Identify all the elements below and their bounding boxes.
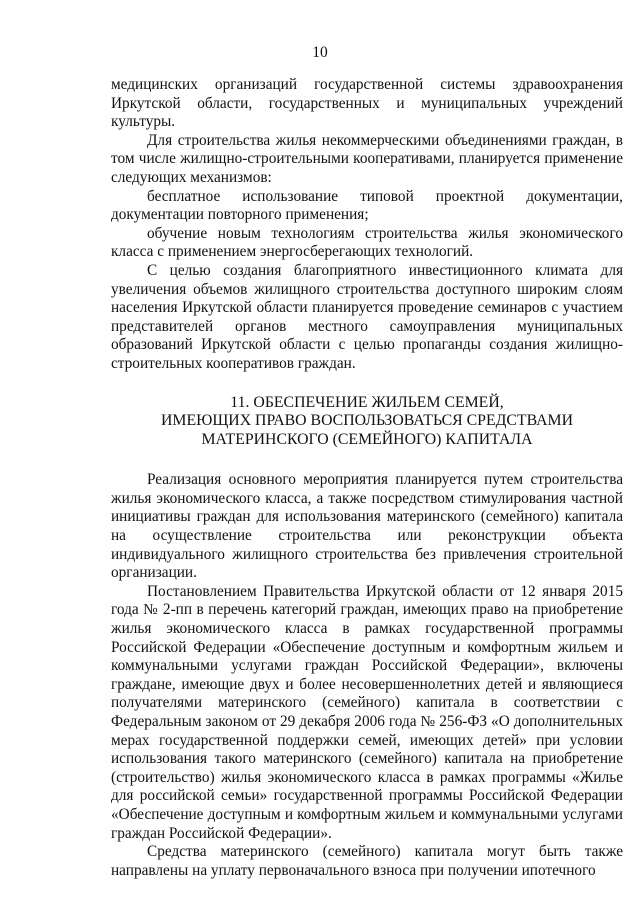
paragraph: медицинских организаций государственной системы здравоохранения Иркутской области, государственных и муниципальных учреждений культуры. [111,76,623,131]
paragraph: С целью создания благоприятного инвестиционного климата для увеличения объемов жилищного строительства доступного широким слоям населения Иркутской области планируется проведение семинаров с участием представителей органов местного самоуправления муниципальных образований Иркутской области с целью пропаганды создания жилищно-строительных кооперативов граждан. [111,261,623,372]
paragraph: Средства материнского (семейного) капитала могут быть также направлены на уплату первоначального взноса при получении ипотечного [111,843,623,879]
paragraph: бесплатное использование типовой проектной документации, документации повторного применения; [111,187,623,224]
section-title [111,394,623,450]
paragraph: Для строительства жилья некоммерческими объединениями граждан, в том числе жилищно-строительными кооперативами, планируется применение следующих механизмов: [111,131,623,186]
section-title-line: МАТЕРИНСКОГО (СЕМЕЙНОГО) КАПИТАЛА [201,430,533,448]
paragraph: обучение новым технологиям строительства жилья экономического класса с применением энергосберегающих технологий. [111,224,623,261]
page-number: 10 [312,44,328,61]
paragraph: Реализация основного мероприятия планируется путем строительства жилья экономического класса, а также посредством стимулирования частной инициативы граждан для использования материнского (семейного) капитала на осуществление строительства или реконструкции объекта индивидуального жилищного строительства без привлечения строительной организации. [111,471,623,582]
document-body [111,76,623,880]
paragraph: Постановлением Правительства Иркутской области от 12 января 2015 года № 2-пп в перечень категорий граждан, имеющих право на приобретение жилья экономического класса в рамках государственной программы Российской Федерации «Обеспечение доступным и комфортным жильем и коммунальными услугами граждан Российской Федерации», включены граждане, имеющие двух и более несовершеннолетних детей и являющиеся получателями материнского (семейного) капитала в соответствии с Федеральным законом от 29 декабря 2006 года № 256-ФЗ «О дополнительных мерах государственной поддержки семей, имеющих детей» при условии использования такого материнского (семейного) капитала на приобретение (строительство) жилья экономического класса в рамках программы «Жилье для российской семьи» государственной программы Российской Федерации «Обеспечение доступным и комфортным жильем и коммунальными услугами граждан Российской Федерации». [111,582,623,842]
section-title-line: 11. ОБЕСПЕЧЕНИЕ ЖИЛЬЕМ СЕМЕЙ, [230,393,504,411]
section-title-line: ИМЕЮЩИХ ПРАВО ВОСПОЛЬЗОВАТЬСЯ СРЕДСТВАМИ [161,412,573,430]
